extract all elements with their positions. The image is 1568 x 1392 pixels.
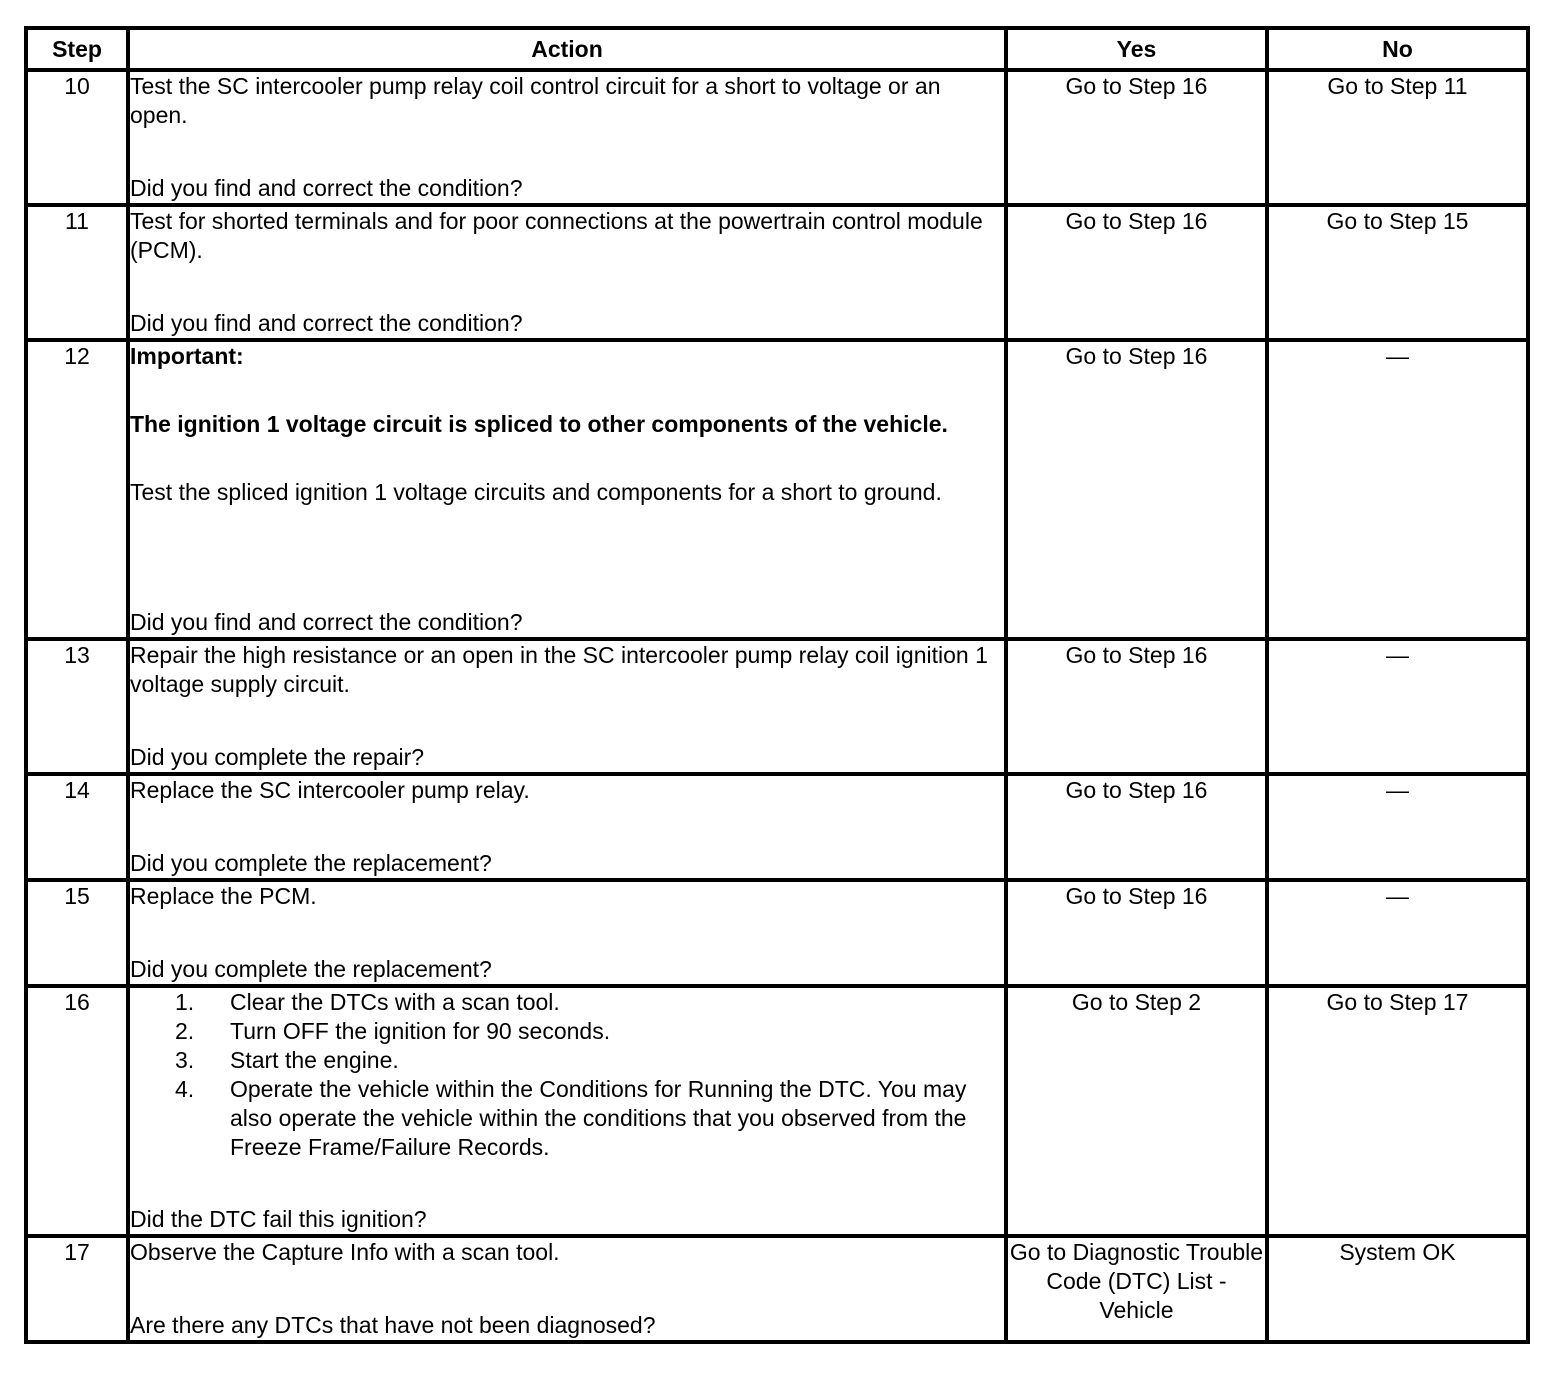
action-cell [128, 70, 1006, 205]
header-step: Step [26, 28, 128, 70]
yes-result: Go to Step 2 [1006, 986, 1267, 1236]
yes-result: Go to Diagnostic Trouble Code (DTC) List - Vehicle [1006, 1236, 1267, 1342]
no-result: — [1267, 880, 1528, 986]
action-text: Replace the SC intercooler pump relay. [130, 777, 530, 803]
yes-result: Go to Step 16 [1006, 639, 1267, 774]
list-item-number: 3. [175, 1047, 195, 1073]
list-item [175, 1017, 1004, 1046]
important-label: Important: [130, 343, 244, 369]
action-text: Replace the PCM. [130, 883, 317, 909]
list-item-text: Start the engine. [230, 1047, 399, 1073]
table-row [26, 986, 1528, 1236]
action-question: Did you complete the replacement? [130, 850, 492, 876]
step-number: 10 [26, 70, 128, 205]
no-result: Go to Step 15 [1267, 205, 1528, 340]
step-number: 11 [26, 205, 128, 340]
header-row [26, 28, 1528, 70]
list-item-text: Operate the vehicle within the Conditions for Running the DTC. You may also operate the vehicle within the conditions that you observed from the Freeze Frame/Failure Records. [230, 1076, 967, 1160]
action-question: Did you complete the replacement? [130, 956, 492, 982]
action-cell [128, 880, 1006, 986]
list-item-text: Clear the DTCs with a scan tool. [230, 989, 560, 1015]
action-text: Test the spliced ignition 1 voltage circuits and components for a short to ground. [130, 479, 942, 505]
action-question: Did you find and correct the condition? [130, 175, 523, 201]
action-question: Are there any DTCs that have not been diagnosed? [130, 1312, 656, 1338]
header-action: Action [128, 28, 1006, 70]
step-number: 14 [26, 774, 128, 880]
header-yes: Yes [1006, 28, 1267, 70]
action-cell [128, 205, 1006, 340]
table-row [26, 340, 1528, 639]
list-item [175, 988, 1004, 1017]
procedure-list [130, 988, 1004, 1162]
no-result: System OK [1267, 1236, 1528, 1342]
action-cell [128, 340, 1006, 639]
no-result: Go to Step 11 [1267, 70, 1528, 205]
action-text: Observe the Capture Info with a scan tool. [130, 1239, 560, 1265]
no-result: — [1267, 340, 1528, 639]
yes-result: Go to Step 16 [1006, 70, 1267, 205]
diagnostic-table [24, 26, 1530, 1344]
action-question: Did the DTC fail this ignition? [130, 1206, 427, 1232]
action-text: Test the SC intercooler pump relay coil control circuit for a short to voltage or an open. [130, 73, 941, 128]
action-cell [128, 774, 1006, 880]
no-result: — [1267, 639, 1528, 774]
no-result: — [1267, 774, 1528, 880]
list-item-text: Turn OFF the ignition for 90 seconds. [230, 1018, 611, 1044]
list-item-number: 4. [175, 1076, 195, 1102]
list-item-number: 1. [175, 989, 195, 1015]
table-row [26, 639, 1528, 774]
table-row [26, 205, 1528, 340]
action-question: Did you find and correct the condition? [130, 310, 523, 336]
step-number: 15 [26, 880, 128, 986]
table-row [26, 70, 1528, 205]
yes-result: Go to Step 16 [1006, 774, 1267, 880]
list-item-number: 2. [175, 1018, 195, 1044]
action-question: Did you find and correct the condition? [130, 609, 523, 635]
action-text: Repair the high resistance or an open in the SC intercooler pump relay coil ignition 1 voltage supply circuit. [130, 642, 988, 697]
action-question: Did you complete the repair? [130, 744, 425, 770]
no-result: Go to Step 17 [1267, 986, 1528, 1236]
important-note: The ignition 1 voltage circuit is spliced to other components of the vehicle. [130, 411, 948, 437]
list-item [175, 1046, 1004, 1075]
action-cell [128, 1236, 1006, 1342]
header-no: No [1267, 28, 1528, 70]
yes-result: Go to Step 16 [1006, 340, 1267, 639]
table-row [26, 880, 1528, 986]
action-text: Test for shorted terminals and for poor connections at the powertrain control module (PCM). [130, 208, 983, 263]
action-cell [128, 986, 1006, 1236]
yes-result: Go to Step 16 [1006, 205, 1267, 340]
yes-result: Go to Step 16 [1006, 880, 1267, 986]
table-row [26, 774, 1528, 880]
step-number: 16 [26, 986, 128, 1236]
step-number: 17 [26, 1236, 128, 1342]
action-cell [128, 639, 1006, 774]
table-row [26, 1236, 1528, 1342]
step-number: 12 [26, 340, 128, 639]
list-item [175, 1075, 1004, 1162]
step-number: 13 [26, 639, 128, 774]
